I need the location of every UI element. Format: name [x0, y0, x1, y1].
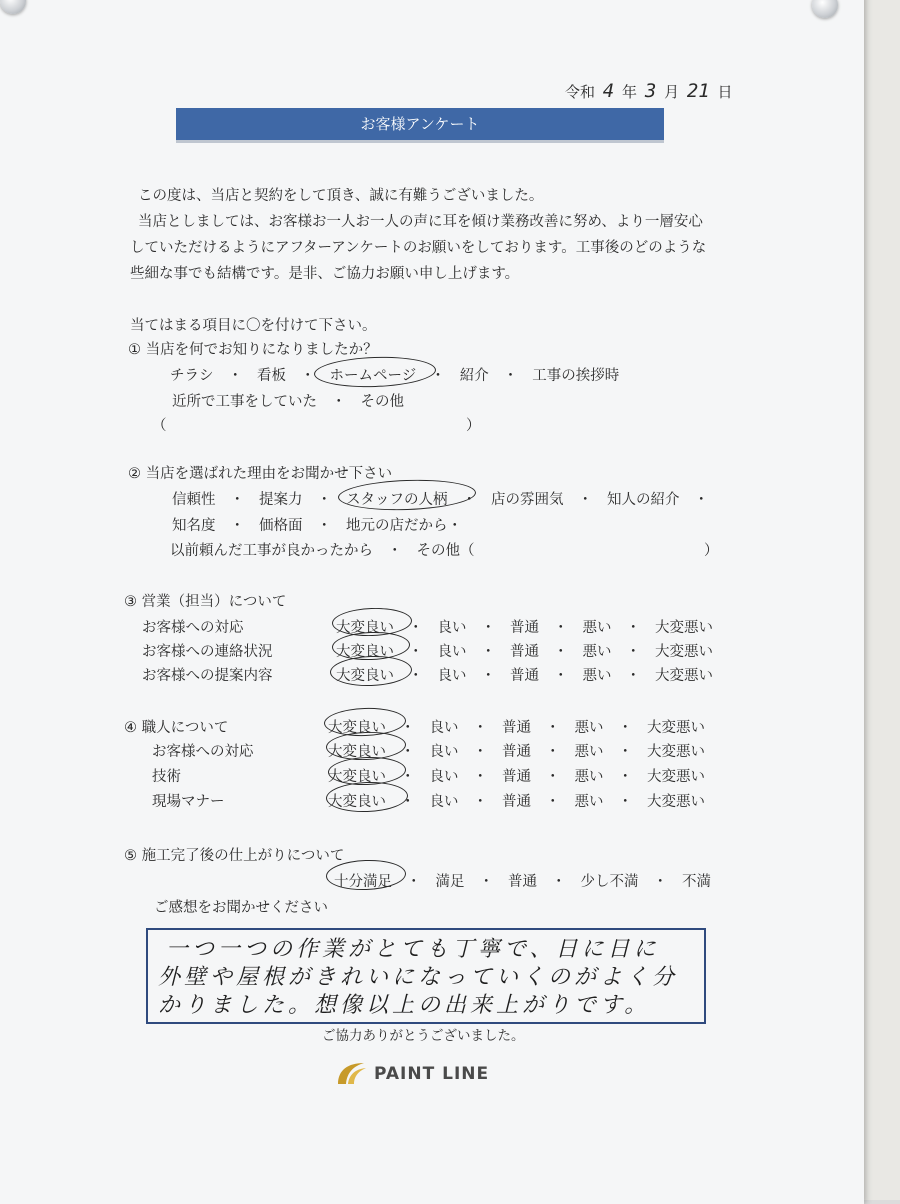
q4-row-scale: 大変良い ・ 良い ・ 普通 ・ 悪い ・ 大変悪い — [328, 720, 705, 736]
instruction-text: 当てはまる項目に〇を付けて下さい。 — [130, 318, 377, 334]
thanks-text: ご協力ありがとうございました。 — [322, 1028, 525, 1044]
paint-line-logo-icon — [334, 1060, 368, 1088]
company-logo — [334, 1060, 489, 1088]
q2-options-row2: 知名度 ・ 価格面 ・ 地元の店だから・ — [172, 518, 462, 534]
q4-row-scale: 大変良い ・ 良い ・ 普通 ・ 悪い ・ 大変悪い — [328, 794, 705, 810]
q3-row-scale: 大変良い ・ 良い ・ 普通 ・ 悪い ・ 大変悪い — [336, 644, 713, 660]
pushpin-icon — [812, 0, 838, 18]
q3-row-label: お客様への提案内容 — [142, 668, 273, 684]
comment-line-1: 一つ一つの作業がとても丁寧で、日に日に — [166, 937, 660, 962]
wall-background — [860, 0, 900, 1200]
intro-line-2: 当店としましては、お客様お一人お一人の声に耳を傾け業務改善に努め、より一層安心 — [138, 214, 703, 230]
q3-row-label: お客様への対応 — [142, 620, 244, 636]
date-line — [565, 80, 733, 102]
date-day-unit: 日 — [717, 83, 733, 101]
intro-line-3: していただけるようにアフターアンケートのお願いをしております。工事後のどのような — [130, 240, 707, 256]
q2-options-row3: 以前頼んだ工事が良かったから ・ その他（ — [170, 543, 475, 559]
q2-paren-close: ） — [704, 543, 719, 559]
q3-row-label: お客様への連絡状況 — [142, 644, 273, 660]
q2-options-row1: 信頼性 ・ 提案力 ・ スタッフの人柄 ・ 店の雰囲気 ・ 知人の紹介 ・ — [172, 492, 709, 508]
logo-text: PAINT LINE — [374, 1064, 490, 1084]
q2-label: ② 当店を選ばれた理由をお聞かせ下さい — [128, 466, 393, 482]
comment-label: ご感想をお聞かせください — [154, 900, 328, 916]
page-title: お客様アンケート — [176, 108, 664, 140]
q3-row-scale: 大変良い ・ 良い ・ 普通 ・ 悪い ・ 大変悪い — [336, 620, 713, 636]
q5-scale: 十分満足 ・ 満足 ・ 普通 ・ 少し不満 ・ 不満 — [334, 874, 711, 890]
date-month-unit: 月 — [664, 83, 680, 101]
q4-row-label: 現場マナー — [152, 794, 225, 810]
q4-row-scale: 大変良い ・ 良い ・ 普通 ・ 悪い ・ 大変悪い — [328, 769, 705, 785]
q1-paren-close: ） — [466, 418, 481, 434]
q1-label: ① 当店を何でお知りになりましたか？ — [128, 342, 378, 358]
q4-row-scale: 大変良い ・ 良い ・ 普通 ・ 悪い ・ 大変悪い — [328, 744, 705, 760]
q4-row-label: お客様への対応 — [152, 744, 254, 760]
q1-options-row1: チラシ ・ 看板 ・ ホームページ ・ 紹介 ・ 工事の挨拶時 — [170, 368, 620, 384]
date-year: 4 — [602, 80, 615, 102]
q4-row-label: 技術 — [152, 769, 181, 785]
q3-label: ③ 営業（担当）について — [124, 594, 287, 610]
q5-label: ⑤ 施工完了後の仕上がりについて — [124, 848, 345, 864]
intro-line-1: この度は、当店と契約をして頂き、誠に有難うございました。 — [138, 188, 544, 204]
comment-line-3: かりました。想像以上の出来上がりです。 — [158, 993, 651, 1018]
pushpin-icon — [0, 0, 26, 14]
date-year-unit: 年 — [622, 83, 638, 101]
q4-label: ④ 職人について — [124, 720, 229, 736]
q1-paren-open: （ — [152, 418, 167, 434]
date-day: 21 — [686, 80, 710, 102]
intro-line-4: 些細な事でも結構です。是非、ご協力お願い申し上げます。 — [130, 266, 520, 282]
date-era: 令和 — [565, 83, 596, 101]
q1-options-row2: 近所で工事をしていた ・ その他 — [172, 394, 404, 410]
comment-line-2: 外壁や屋根がきれいになっていくのがよく分 — [158, 965, 679, 990]
q3-row-scale: 大変良い ・ 良い ・ 普通 ・ 悪い ・ 大変悪い — [336, 668, 713, 684]
date-month: 3 — [644, 80, 657, 102]
